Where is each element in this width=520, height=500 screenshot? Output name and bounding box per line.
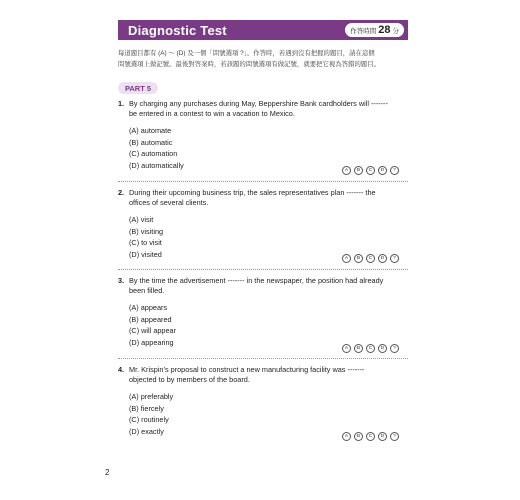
answer-bubbles bbox=[342, 166, 399, 175]
bubble-unsure[interactable]: ? bbox=[390, 344, 399, 353]
bubble-d[interactable]: D bbox=[378, 166, 387, 175]
bubble-unsure[interactable]: ? bbox=[390, 166, 399, 175]
answer-option-a[interactable]: (A) automate bbox=[129, 126, 172, 135]
answer-bubbles bbox=[342, 432, 399, 441]
instructions bbox=[118, 48, 408, 70]
answer-option-c[interactable]: (C) will appear bbox=[129, 326, 177, 335]
question-divider bbox=[118, 181, 408, 182]
instructions-line: 每道題目都有 (A) ～ (D) 及一個「問號選項 ?」。作答時，若遇到沒有把握的題目，請在這個 bbox=[118, 50, 375, 57]
bubble-unsure[interactable]: ? bbox=[390, 254, 399, 263]
bubble-a[interactable]: A bbox=[342, 344, 351, 353]
question-number: 2. bbox=[118, 188, 125, 197]
bubble-b[interactable]: B bbox=[354, 166, 363, 175]
question-stem bbox=[129, 188, 408, 208]
question-stem-line: objected to by members of the board. bbox=[129, 375, 250, 384]
question-divider bbox=[118, 358, 408, 359]
answer-option-c[interactable]: (C) to visit bbox=[129, 238, 162, 247]
answer-option-a[interactable]: (A) appears bbox=[129, 303, 168, 312]
time-limit-box bbox=[345, 23, 404, 37]
question-2 bbox=[118, 188, 408, 260]
question-stem-line: By charging any purchases during May, Beppershire Bank cardholders will ------- bbox=[129, 99, 389, 108]
instructions-line: 問號選項上做記號。最後對答案時，若該題的問號選項有做記號，就要把它視為答錯的題目。 bbox=[118, 61, 381, 68]
answer-option-d[interactable]: (D) visited bbox=[129, 249, 162, 259]
answer-options bbox=[129, 125, 408, 171]
bubble-unsure[interactable]: ? bbox=[390, 432, 399, 441]
answer-option-a[interactable]: (A) visit bbox=[129, 215, 154, 224]
time-limit-label: 作答時間 bbox=[350, 27, 377, 35]
time-limit-value: 28 bbox=[378, 24, 391, 36]
bubble-d[interactable]: D bbox=[378, 344, 387, 353]
page-number: 2 bbox=[105, 468, 110, 477]
answer-option-d[interactable]: (D) exactly bbox=[129, 426, 164, 436]
answer-option-d[interactable]: (D) automatically bbox=[129, 160, 184, 170]
question-3 bbox=[118, 276, 408, 351]
answer-option-b[interactable]: (B) fiercely bbox=[129, 403, 164, 413]
question-stem-line: been filled. bbox=[129, 286, 165, 295]
question-stem-line: During their upcoming business trip, the sales representatives plan ------- the bbox=[129, 188, 376, 197]
answer-option-b[interactable]: (B) visiting bbox=[129, 226, 164, 236]
question-divider bbox=[118, 269, 408, 270]
question-number: 1. bbox=[118, 99, 125, 108]
test-header-bar bbox=[118, 20, 408, 40]
question-stem bbox=[129, 365, 408, 385]
question-number: 3. bbox=[118, 276, 125, 285]
bubble-b[interactable]: B bbox=[354, 432, 363, 441]
question-stem-line: offices of several clients. bbox=[129, 198, 209, 207]
question-stem bbox=[129, 99, 408, 119]
answer-options bbox=[129, 302, 408, 348]
answer-option-b[interactable]: (B) appeared bbox=[129, 314, 172, 324]
bubble-c[interactable]: C bbox=[366, 344, 375, 353]
time-limit-unit: 分 bbox=[392, 27, 399, 35]
question-stem-line: be entered in a contest to win a vacation to Mexico. bbox=[129, 109, 295, 118]
answer-option-b[interactable]: (B) automatic bbox=[129, 137, 173, 147]
bubble-c[interactable]: C bbox=[366, 432, 375, 441]
question-stem-line: By the time the advertisement ------- in the newspaper, the position had already bbox=[129, 276, 384, 285]
bubble-a[interactable]: A bbox=[342, 432, 351, 441]
answer-bubbles bbox=[342, 344, 399, 353]
bubble-a[interactable]: A bbox=[342, 166, 351, 175]
bubble-d[interactable]: D bbox=[378, 432, 387, 441]
part-label: PART 5 bbox=[118, 82, 158, 94]
question-number: 4. bbox=[118, 365, 125, 374]
bubble-b[interactable]: B bbox=[354, 344, 363, 353]
bubble-a[interactable]: A bbox=[342, 254, 351, 263]
test-title: Diagnostic Test bbox=[128, 22, 227, 38]
answer-option-d[interactable]: (D) appearing bbox=[129, 337, 174, 347]
question-stem bbox=[129, 276, 408, 296]
bubble-d[interactable]: D bbox=[378, 254, 387, 263]
answer-bubbles bbox=[342, 254, 399, 263]
answer-option-c[interactable]: (C) routinely bbox=[129, 415, 169, 424]
question-stem-line: Mr. Krispin’s proposal to construct a new manufacturing facility was ------- bbox=[129, 365, 365, 374]
answer-options bbox=[129, 391, 408, 437]
bubble-b[interactable]: B bbox=[354, 254, 363, 263]
bubble-c[interactable]: C bbox=[366, 254, 375, 263]
answer-option-a[interactable]: (A) preferably bbox=[129, 392, 174, 401]
answer-option-c[interactable]: (C) automation bbox=[129, 149, 178, 158]
question-4 bbox=[118, 365, 408, 437]
question-1 bbox=[118, 99, 408, 171]
bubble-c[interactable]: C bbox=[366, 166, 375, 175]
